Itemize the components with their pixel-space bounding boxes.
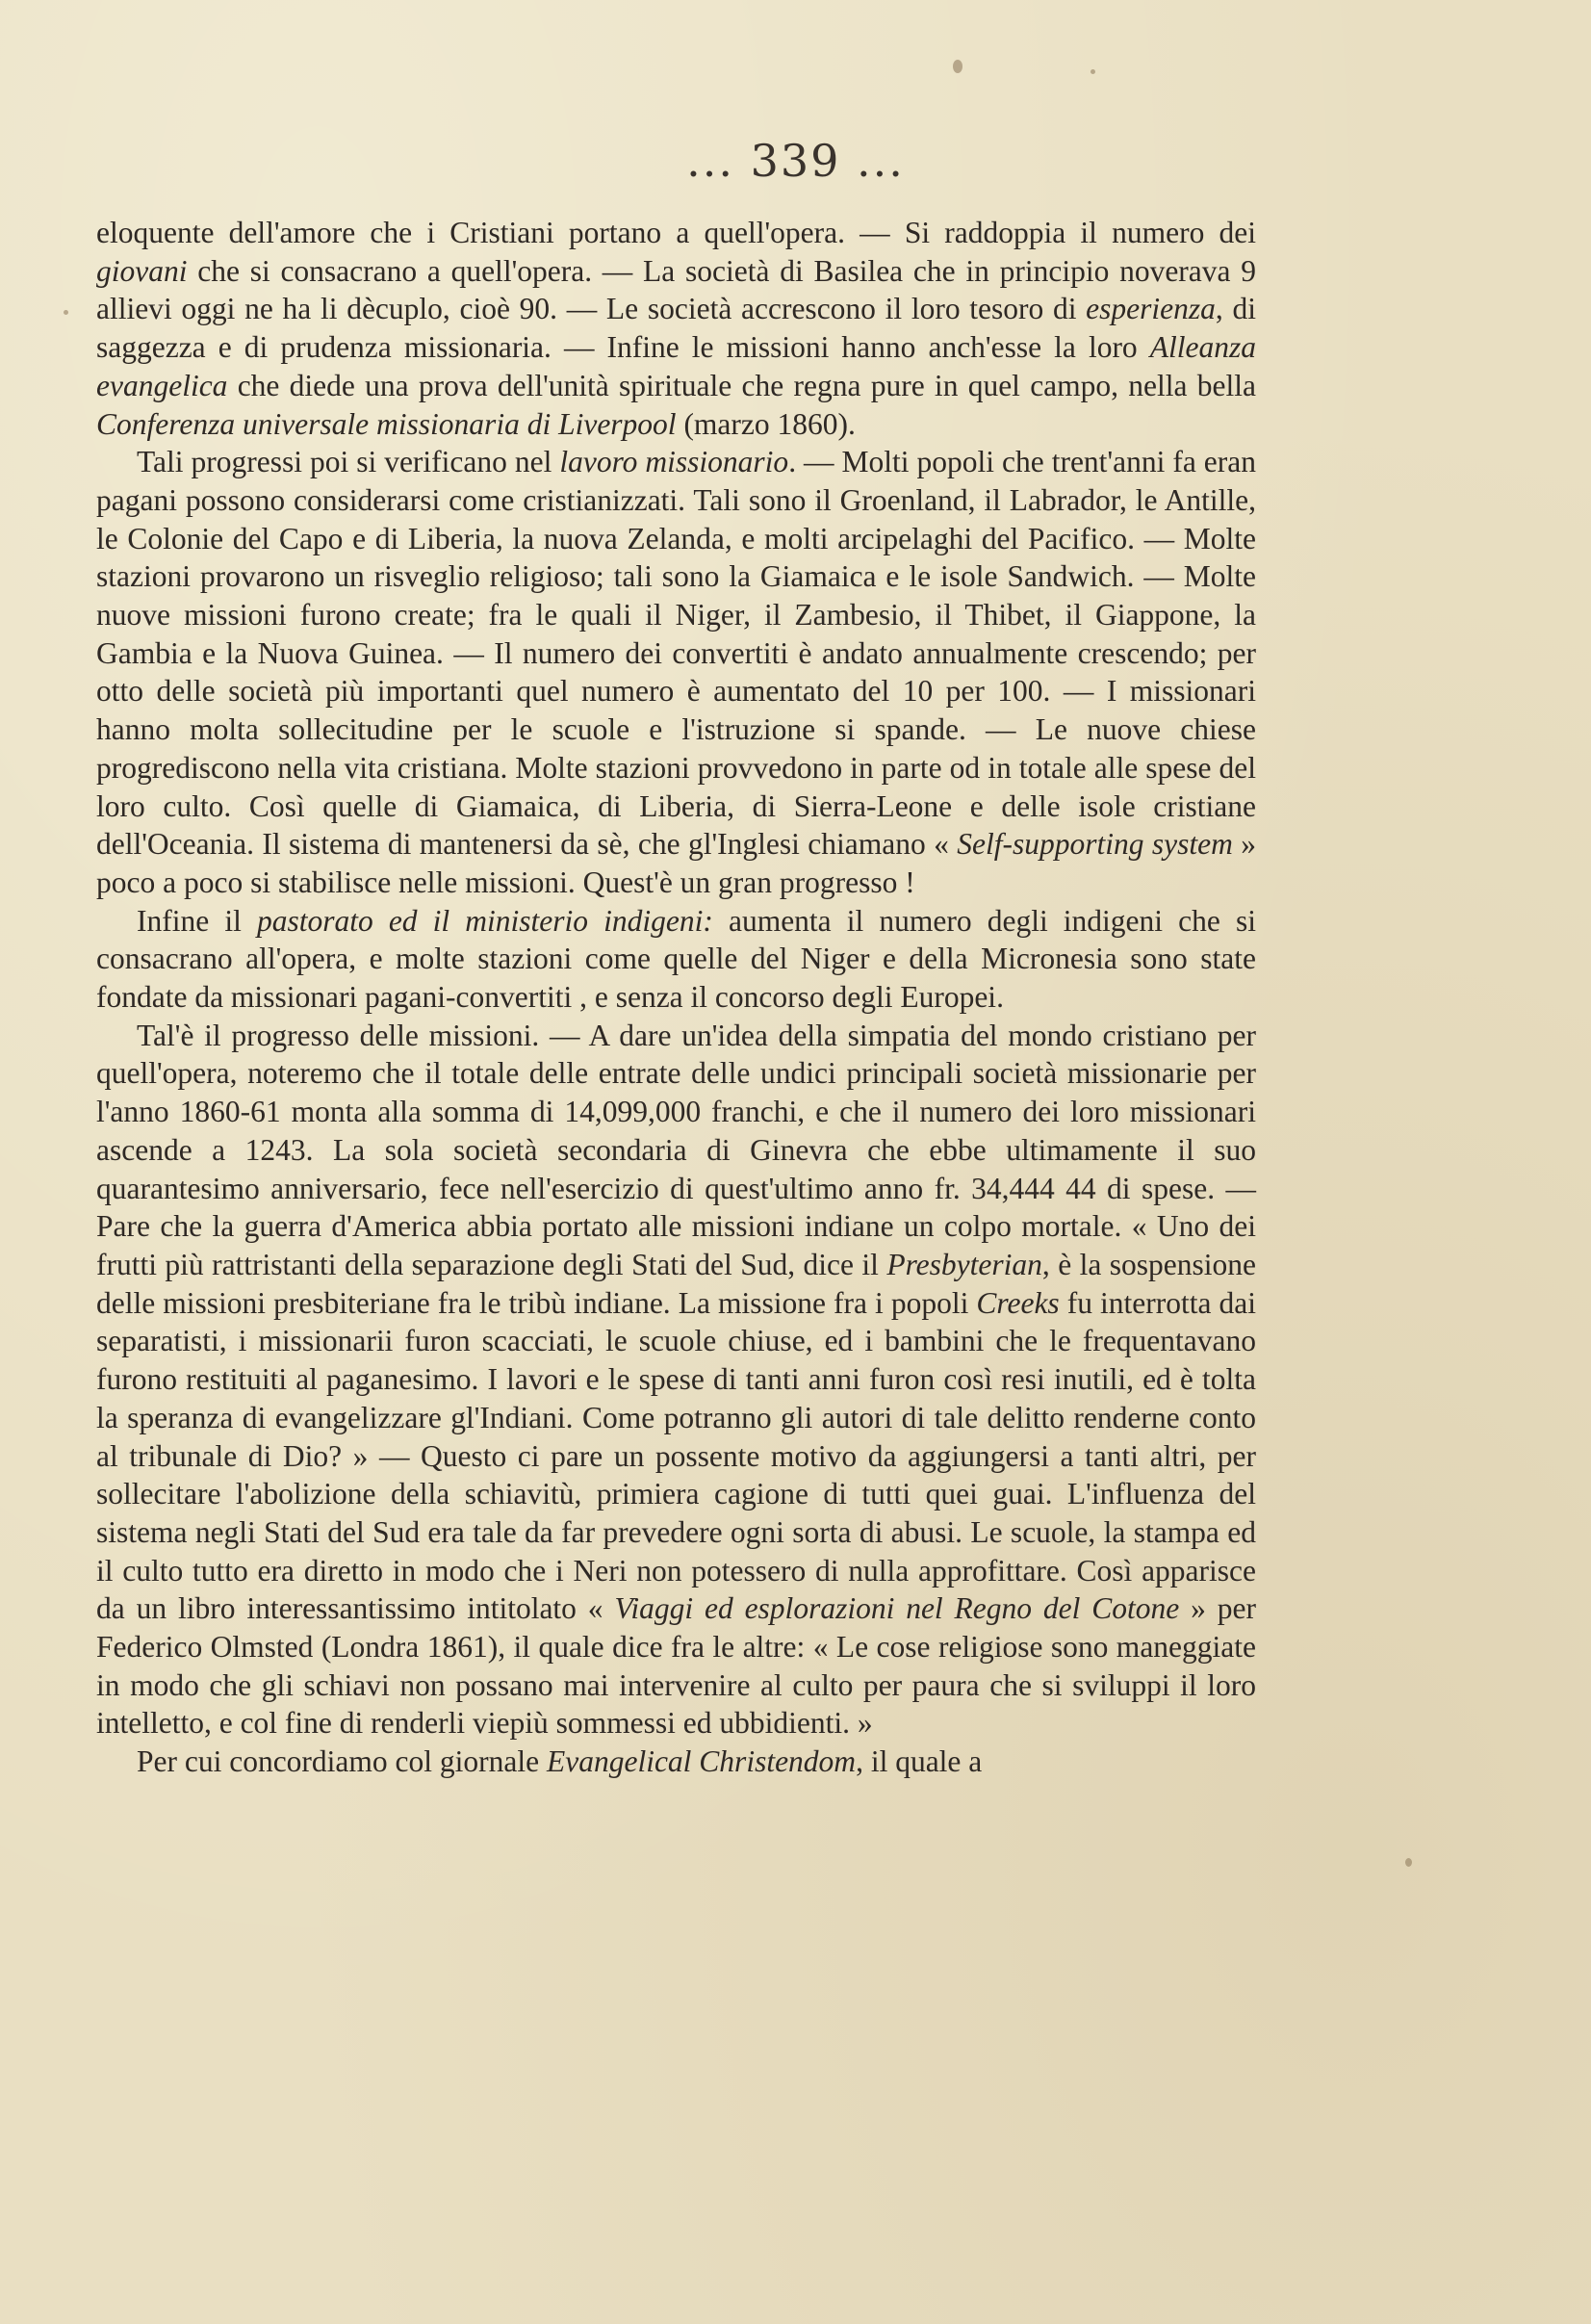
paragraph — [96, 1743, 1256, 1781]
text-run: Tali progressi poi si verificano nel — [137, 445, 560, 479]
text-run: Per cui concordiamo col giornale — [137, 1744, 547, 1779]
text-run: . — Molti popoli che trent'anni fa eran pagani possono considerarsi come cristianizzati. Tali sono il Groenland, il Labrador, le Antille, le Colonie del Capo e di Liberia, la nuova Zelanda, e molti arcipelaghi del Pacifico. — Molte stazioni provarono un risveglio religioso; tali sono la Giamaica e le isole Sandwich. — Molte nuove missioni furono create; fra le quali il Niger, il Zambesio, il Thibet, il Giappone, la Gambia e la Nuova Guinea. — Il numero dei convertiti è andato annualmente crescendo; per otto delle società più importanti quel numero è aumentato del 10 per 100. — I missionari hanno molta sollecitudine per le scuole e l'istruzione si spande. — Le nuove chiese progrediscono nella vita cristiana. Molte stazioni provvedono in parte od in totale alle spese del loro culto. Così quelle di Giamaica, di Liberia, di Sierra-Leone e delle isole cristiane dell'Oceania. Il sistema di mantenersi da sè, che gl'Inglesi chiamano « — [96, 445, 1256, 862]
italic-text: Viaggi ed esplorazioni nel Regno del Cotone — [614, 1591, 1180, 1626]
scan-speck — [953, 60, 962, 73]
text-run: che si consacrano a quell'opera. — La società di Basilea che in principio noverava 9 allievi oggi ne ha li dècuplo, cioè 90. — Le società accrescono il loro tesoro di — [96, 253, 1256, 326]
text-run: Infine il — [137, 903, 257, 938]
italic-text: pastorato ed il ministerio indigeni: — [256, 903, 713, 938]
italic-text: Self-supporting system — [957, 827, 1233, 862]
italic-text: Creeks — [976, 1285, 1060, 1320]
text-run: » per Federico Olmsted (Londra 1861), il quale dice fra le altre: « Le cose religiose sono maneggiate in modo che gli schiavi non possano mai intervenire al culto per paura che si sviluppi il loro intelletto, e col fine di renderli viepiù sommessi ed ubbidienti. » — [96, 1591, 1256, 1741]
text-run: eloquente dell'amore che i Cristiani portano a quell'opera. — Si raddoppia il numero dei — [96, 216, 1256, 249]
text-run: » poco a poco si stabilisce nelle missioni. Quest'è un gran progresso ! — [96, 827, 1256, 899]
italic-text: Presbyterian — [886, 1247, 1042, 1281]
paragraph — [96, 443, 1256, 901]
text-run: (marzo 1860). — [676, 406, 856, 441]
text-run: , di saggezza e di prudenza missionaria. — Infine le missioni hanno anch'esse la loro — [96, 292, 1256, 365]
text-run: fu interrotta dai separatisti, i missionarii furon scacciati, le scuole chiuse, ed i bambini che le frequentavano furono restituiti al paganesimo. I lavori e le spese di tanti anni furon così resi inutili, ed è tolta la speranza di evangelizzare gl'Indiani. Come potranno gli autori di tale delitto renderne conto al tribunale di Dio? » — Questo ci pare un possente motivo da aggiungersi a tanti altri, per sollecitare l'abolizione della schiavitù, primiera cagione di tutti quei guai. L'influenza del sistema negli Stati del Sud era tale da far prevedere ogni sorta di abusi. Le scuole, la stampa ed il culto tutto era diretto in modo che i Neri non potessero di nulla approfittare. Così apparisce da un libro interessantissimo intitolato « — [96, 1285, 1256, 1626]
paragraph — [96, 214, 1256, 443]
italic-text: Evangelical Christendom — [546, 1744, 857, 1779]
page-number: ... 339 ... — [686, 135, 905, 187]
body-text — [96, 214, 1256, 1781]
italic-text: Conferenza universale missionaria di Liverpool — [96, 406, 677, 441]
text-run: aumenta il numero degli indigeni che si consacrano all'opera, e molte stazioni come quelle del Niger e della Micronesia sono state fondate da missionari pagani-convertiti , e senza il concorso degli Europei. — [96, 903, 1256, 1015]
text-run: , è la sospensione delle missioni presbiteriane fra le tribù indiane. La missione fra i popoli — [96, 1247, 1256, 1320]
scan-speck — [64, 310, 68, 315]
text-run: che diede una prova dell'unità spirituale che regna pure in quel campo, nella bella — [227, 368, 1256, 402]
text-run: , il quale a — [856, 1744, 983, 1779]
italic-text: esperienza — [1086, 292, 1216, 326]
scan-speck — [1091, 69, 1095, 74]
italic-text: lavoro missionario — [559, 445, 789, 479]
italic-text: Alleanza evangelica — [96, 330, 1256, 402]
text-run: Tal'è il progresso delle missioni. — A dare un'idea della simpatia del mondo cristiano per quell'opera, noteremo che il totale delle entrate delle undici principali società missionarie per l'anno 1860-61 monta alla somma di 14,099,000 franchi, e che il numero dei loro missionari ascende a 1243. La sola società secondaria di Ginevra che ebbe ultimamente il suo quarantesimo anniversario, fece nell'esercizio di quest'ultimo anno fr. 34,444 44 di spese. — Pare che la guerra d'America abbia portato alle missioni indiane un colpo mortale. « Uno dei frutti più rattristanti della separazione degli Stati del Sud, dice il — [96, 1018, 1256, 1281]
paragraph — [96, 1017, 1256, 1743]
paragraph — [96, 902, 1256, 1017]
italic-text: giovani — [96, 253, 188, 288]
scan-speck — [1405, 1858, 1412, 1867]
